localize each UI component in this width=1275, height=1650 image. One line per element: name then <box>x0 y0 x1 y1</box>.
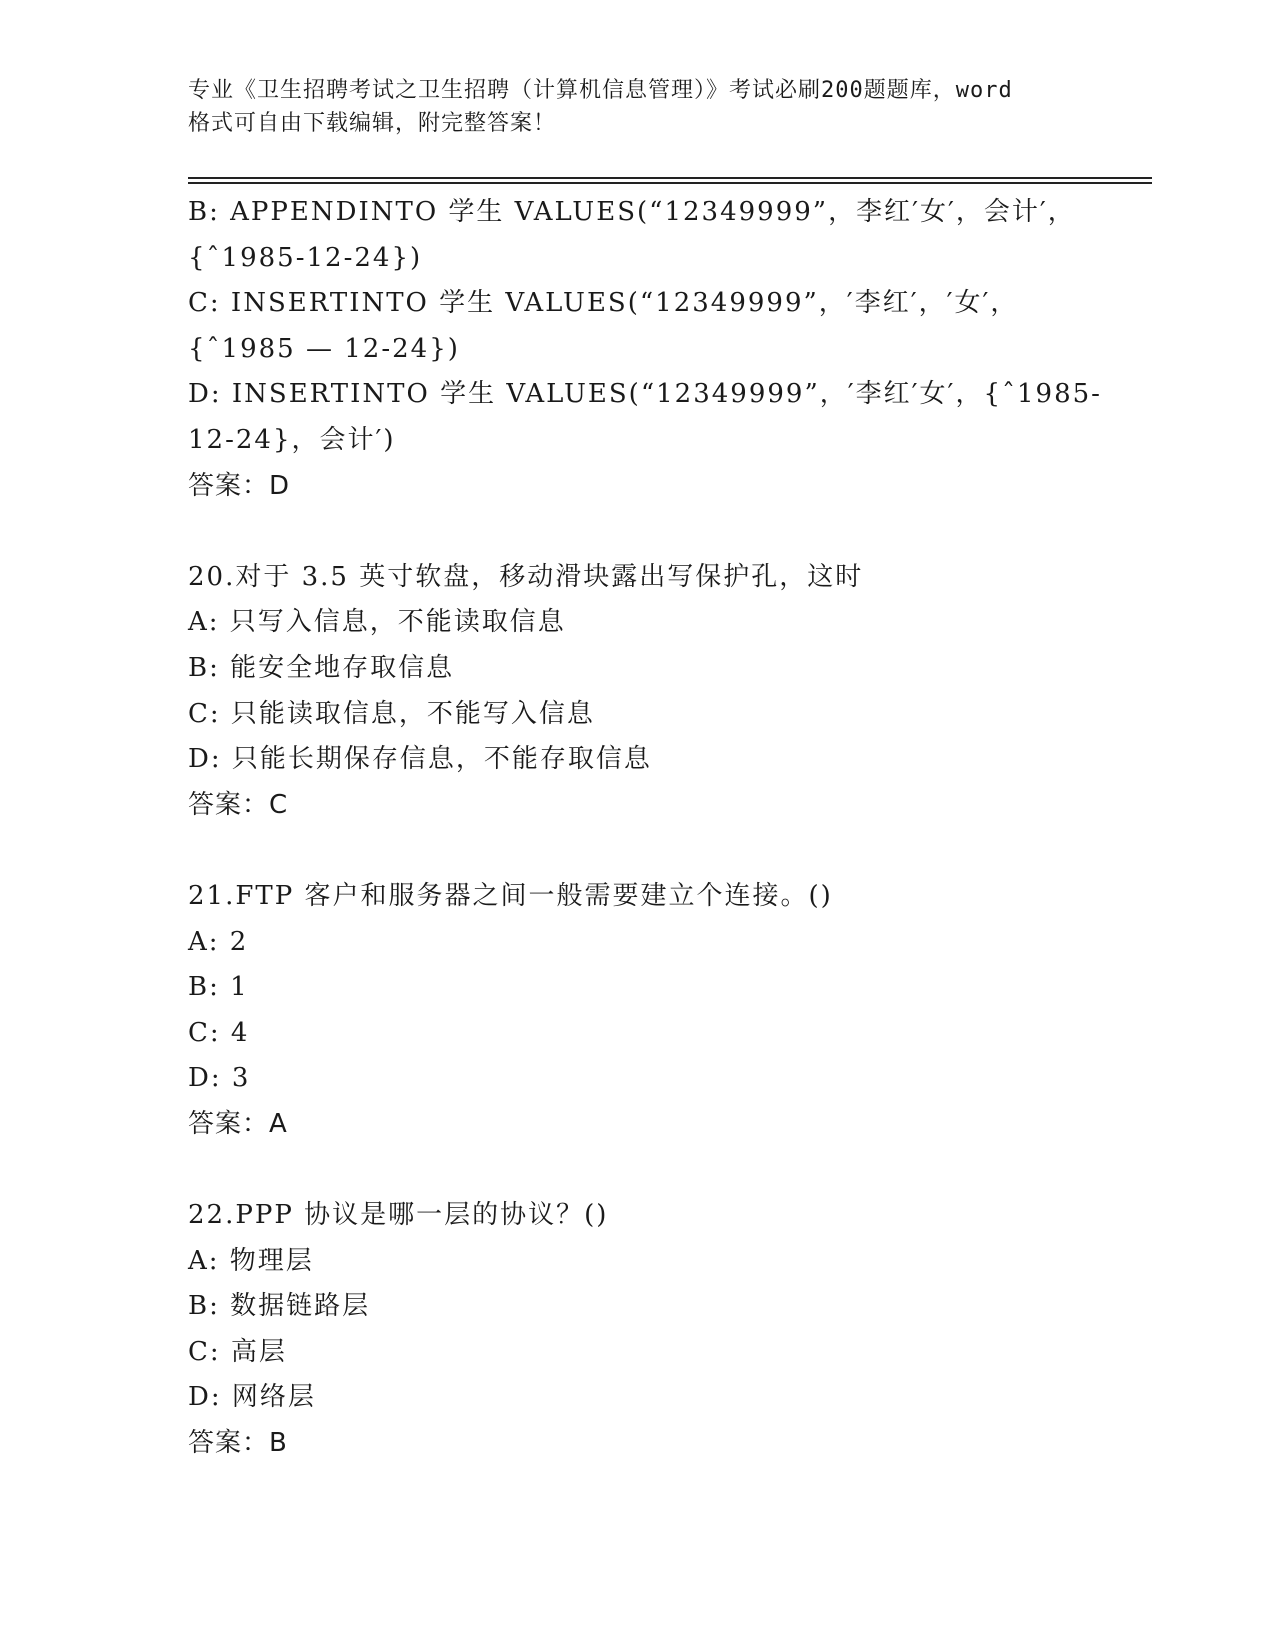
option-d: D: 3 <box>188 1063 251 1094</box>
spacer <box>188 509 1108 555</box>
question-stem: 22.PPP 协议是哪一层的协议？() <box>188 1200 609 1231</box>
header-title-line-1: 专业《卫生招聘考试之卫生招聘（计算机信息管理）》考试必刷200题题库，word <box>188 78 1013 103</box>
spacer <box>188 1147 1108 1193</box>
option-d: D: 只能长期保存信息，不能存取信息 <box>188 744 652 775</box>
option-b-line-1: B: APPENDINTO 学生 VALUES(“12349999”，李红′女′，会计′， <box>188 197 1076 227</box>
option-a: A: 只写入信息，不能读取信息 <box>188 607 566 638</box>
question-19-continued <box>188 190 1108 509</box>
question-stem: 21.FTP 客户和服务器之间一般需要建立个连接。() <box>188 880 833 911</box>
question-list <box>188 190 1108 1467</box>
option-d-line-2: 12-24}，会计′) <box>188 424 396 455</box>
option-c: C: 高层 <box>188 1336 287 1367</box>
question-22 <box>188 1193 1108 1467</box>
question-20 <box>188 555 1108 829</box>
answer: 答案：B <box>188 1428 288 1459</box>
header-title-line-2: 格式可自由下载编辑，附完整答案！ <box>188 111 557 136</box>
document-header <box>188 74 1088 140</box>
answer: 答案：A <box>188 1108 288 1139</box>
option-a: A: 2 <box>188 926 249 957</box>
answer: 答案：C <box>188 789 289 820</box>
header-divider-top <box>188 177 1152 179</box>
question-stem: 20.对于 3.5 英寸软盘，移动滑块露出写保护孔，这时 <box>188 561 864 592</box>
option-c-line-2: {ˆ1985 — 12-24}) <box>188 333 460 364</box>
option-d-line-1: D: INSERTINTO 学生 VALUES(“12349999”，′李红′女′，{ˆ1985- <box>188 379 1102 410</box>
option-b-line-2: {ˆ1985-12-24}) <box>188 242 423 273</box>
option-b: B: 数据链路层 <box>188 1291 371 1322</box>
header-divider-bottom <box>188 182 1152 184</box>
question-21 <box>188 874 1108 1148</box>
option-d: D: 网络层 <box>188 1382 316 1413</box>
option-c-line-1: C: INSERTINTO 学生 VALUES(“12349999”，′李红′，′女′， <box>188 288 1019 319</box>
option-b: B: 1 <box>188 972 249 1003</box>
option-c: C: 只能读取信息，不能写入信息 <box>188 698 595 729</box>
option-b: B: 能安全地存取信息 <box>188 652 455 683</box>
spacer <box>188 828 1108 874</box>
option-c: C: 4 <box>188 1017 250 1048</box>
option-a: A: 物理层 <box>188 1245 314 1276</box>
answer: 答案：D <box>188 470 291 501</box>
